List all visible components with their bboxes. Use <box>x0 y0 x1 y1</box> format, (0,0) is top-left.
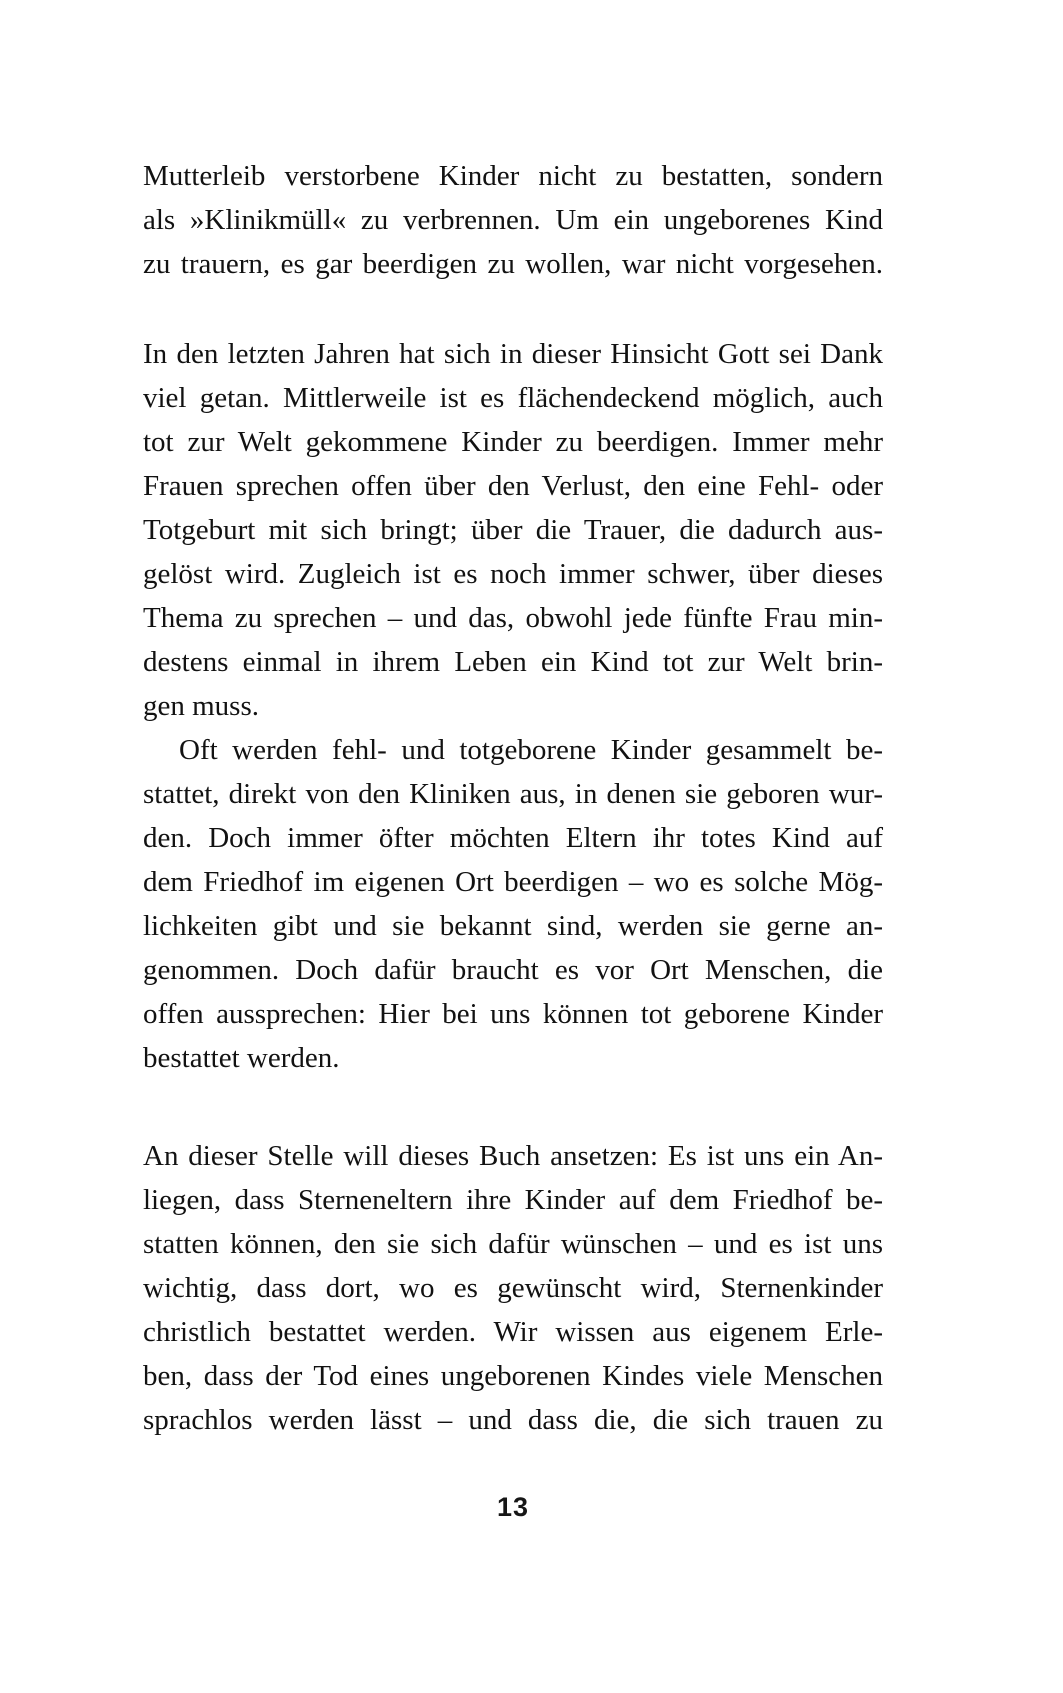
paragraph <box>143 728 883 1080</box>
text-line: gelöst wird. Zugleich ist es noch immer schwer, über dieses <box>143 558 883 590</box>
text-line: Thema zu sprechen – und das, obwohl jede fünfte Frau min- <box>143 602 883 634</box>
paragraph <box>143 1134 883 1442</box>
text-line: Frauen sprechen offen über den Verlust, den eine Fehl- oder <box>143 470 883 502</box>
text-line: lichkeiten gibt und sie bekannt sind, werden sie gerne an- <box>143 910 883 942</box>
text-line: tot zur Welt gekommene Kinder zu beerdigen. Immer mehr <box>143 426 883 458</box>
body-text <box>143 154 883 1442</box>
paragraph <box>143 154 883 286</box>
text-line: sprachlos werden lässt – und dass die, die sich trauen zu <box>143 1404 883 1436</box>
text-line: destens einmal in ihrem Leben ein Kind tot zur Welt brin- <box>143 646 883 678</box>
text-line: liegen, dass Sterneneltern ihre Kinder auf dem Friedhof be- <box>143 1184 883 1216</box>
text-line: offen aussprechen: Hier bei uns können tot geborene Kinder <box>143 998 883 1030</box>
text-line: Mutterleib verstorbene Kinder nicht zu bestatten, sondern <box>143 160 883 192</box>
text-line: statten können, den sie sich dafür wünschen – und es ist uns <box>143 1228 883 1260</box>
text-line: christlich bestattet werden. Wir wissen aus eigenem Erle- <box>143 1316 883 1348</box>
text-line: In den letzten Jahren hat sich in dieser Hinsicht Gott sei Dank <box>143 338 883 370</box>
text-line: den. Doch immer öfter möchten Eltern ihr totes Kind auf <box>143 822 883 854</box>
page-number: 13 <box>496 1492 530 1522</box>
text-line: zu trauern, es gar beerdigen zu wollen, war nicht vorgesehen. <box>143 248 883 280</box>
paragraph <box>143 332 883 728</box>
text-line: dem Friedhof im eigenen Ort beerdigen – wo es solche Mög- <box>143 866 883 898</box>
text-line: viel getan. Mittlerweile ist es flächendeckend möglich, auch <box>143 382 883 414</box>
text-line: gen muss. <box>143 690 259 722</box>
text-line: genommen. Doch dafür braucht es vor Ort Menschen, die <box>143 954 883 986</box>
text-line: An dieser Stelle will dieses Buch ansetzen: Es ist uns ein An- <box>143 1140 883 1172</box>
text-line: Totgeburt mit sich bringt; über die Trauer, die dadurch aus- <box>143 514 883 546</box>
text-line: stattet, direkt von den Kliniken aus, in denen sie geboren wur- <box>143 778 883 810</box>
text-line: als »Klinikmüll« zu verbrennen. Um ein ungeborenes Kind <box>143 204 883 236</box>
text-line: Oft werden fehl- und totgeborene Kinder gesammelt be- <box>179 734 883 766</box>
text-line: wichtig, dass dort, wo es gewünscht wird, Sternenkinder <box>143 1272 883 1304</box>
text-line: bestattet werden. <box>143 1042 340 1074</box>
text-line: ben, dass der Tod eines ungeborenen Kindes viele Menschen <box>143 1360 883 1392</box>
